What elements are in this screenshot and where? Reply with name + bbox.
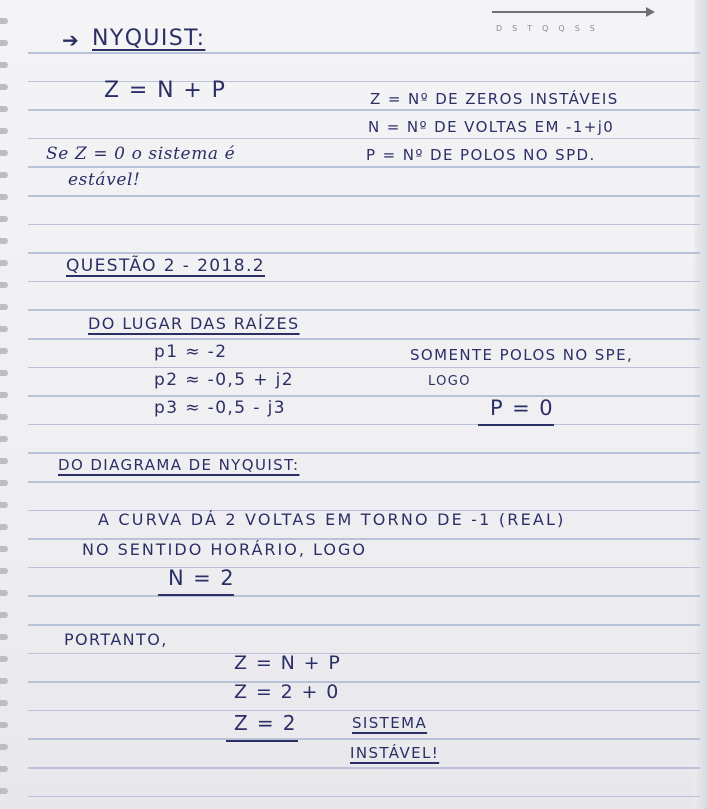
- ruled-line: [28, 481, 700, 483]
- ruled-line: [28, 653, 700, 655]
- page-title: NYQUIST:: [92, 26, 206, 51]
- spiral-hole: [0, 678, 8, 684]
- ruled-line: [28, 681, 700, 683]
- spiral-hole: [0, 172, 8, 178]
- definition-p: P = Nº DE POLOS NO SPD.: [366, 146, 596, 164]
- ruled-line: [28, 796, 700, 798]
- spiral-hole: [0, 568, 8, 574]
- spiral-hole: [0, 370, 8, 376]
- spiral-hole: [0, 634, 8, 640]
- nyquist-diagram-heading: DO DIAGRAMA DE NYQUIST:: [58, 456, 300, 474]
- brand-arrow-line: [492, 11, 650, 13]
- ruled-line: [28, 452, 700, 454]
- spiral-hole: [0, 194, 8, 200]
- spiral-hole: [0, 392, 8, 398]
- ruled-line: [28, 309, 700, 311]
- spiral-hole: [0, 546, 8, 552]
- spiral-hole: [0, 238, 8, 244]
- spiral-hole: [0, 590, 8, 596]
- ruled-line: [28, 738, 700, 740]
- spiral-hole: [0, 502, 8, 508]
- ruled-line: [28, 52, 700, 54]
- ruled-line: [28, 281, 700, 283]
- ruled-line: [28, 195, 700, 197]
- spiral-hole: [0, 348, 8, 354]
- ruled-line: [28, 395, 700, 397]
- ruled-line: [28, 424, 700, 426]
- definition-n: N = Nº DE VOLTAS EM -1+j0: [368, 118, 615, 136]
- conclusion-underline: [226, 740, 298, 742]
- spiral-hole: [0, 216, 8, 222]
- nyquist-formula: Z = N + P: [104, 78, 227, 103]
- spiral-hole: [0, 150, 8, 156]
- nyquist-text-1: A CURVA DÁ 2 VOLTAS EM TORNO DE -1 (REAL): [98, 510, 566, 529]
- spiral-hole: [0, 744, 8, 750]
- ruled-line: [28, 710, 700, 712]
- stability-note-line-2: estável!: [68, 170, 141, 190]
- conclusion-line-1: Z = N + P: [234, 652, 342, 674]
- ruled-line: [28, 567, 700, 569]
- spiral-hole: [0, 722, 8, 728]
- spiral-hole: [0, 436, 8, 442]
- spiral-hole: [0, 480, 8, 486]
- ruled-line: [28, 138, 700, 140]
- spiral-hole: [0, 304, 8, 310]
- ruled-line: [28, 224, 700, 226]
- spiral-hole: [0, 414, 8, 420]
- spiral-hole: [0, 788, 8, 794]
- definition-z: Z = Nº DE ZEROS INSTÁVEIS: [370, 90, 619, 108]
- spiral-hole: [0, 260, 8, 266]
- root-locus-note-2: LOGO: [428, 374, 471, 389]
- pole-1: p1 ≈ -2: [154, 342, 228, 362]
- root-locus-note-1: SOMENTE POLOS NO SPE,: [410, 346, 634, 364]
- nyquist-text-2: NO SENTIDO HORÁRIO, LOGO: [82, 540, 367, 559]
- ruled-line: [28, 166, 700, 168]
- spiral-hole: [0, 766, 8, 772]
- result-n: N = 2: [168, 566, 236, 590]
- spiral-hole: [0, 106, 8, 112]
- pole-3: p3 ≈ -0,5 - j3: [154, 398, 286, 418]
- ruled-line: [28, 109, 700, 111]
- ruled-line: [28, 252, 700, 254]
- spiral-hole: [0, 18, 8, 24]
- spiral-hole: [0, 62, 8, 68]
- spiral-hole: [0, 128, 8, 134]
- spiral-hole: [0, 282, 8, 288]
- result-n-underline: [158, 594, 234, 596]
- ruled-line: [28, 767, 700, 769]
- verdict-line-1: SISTEMA: [352, 714, 428, 732]
- conclusion-label: PORTANTO,: [64, 630, 168, 649]
- arrow-bullet-icon: ➔: [62, 28, 81, 52]
- spiral-hole: [0, 84, 8, 90]
- brand-arrow-icon: [646, 7, 655, 17]
- page-edge: [694, 0, 708, 809]
- spiral-hole: [0, 326, 8, 332]
- result-p: P = 0: [490, 396, 554, 420]
- ruled-line: [28, 624, 700, 626]
- ruled-line: [28, 338, 700, 340]
- notebook-brand: DSTQQSS: [496, 24, 605, 33]
- conclusion-line-3: Z = 2: [234, 711, 297, 735]
- ruled-line: [28, 367, 700, 369]
- spiral-hole: [0, 458, 8, 464]
- spiral-hole: [0, 612, 8, 618]
- spiral-hole: [0, 524, 8, 530]
- conclusion-line-2: Z = 2 + 0: [234, 681, 340, 703]
- stability-note-line-1: Se Z = 0 o sistema é: [46, 144, 236, 164]
- question-heading: QUESTÃO 2 - 2018.2: [66, 256, 265, 276]
- spiral-hole: [0, 700, 8, 706]
- spiral-hole: [0, 656, 8, 662]
- verdict-line-2: INSTÁVEL!: [350, 744, 440, 762]
- pole-2: p2 ≈ -0,5 + j2: [154, 370, 295, 390]
- spiral-hole: [0, 40, 8, 46]
- result-p-underline: [478, 424, 554, 426]
- ruled-line: [28, 595, 700, 597]
- root-locus-heading: DO LUGAR DAS RAÍZES: [88, 314, 300, 333]
